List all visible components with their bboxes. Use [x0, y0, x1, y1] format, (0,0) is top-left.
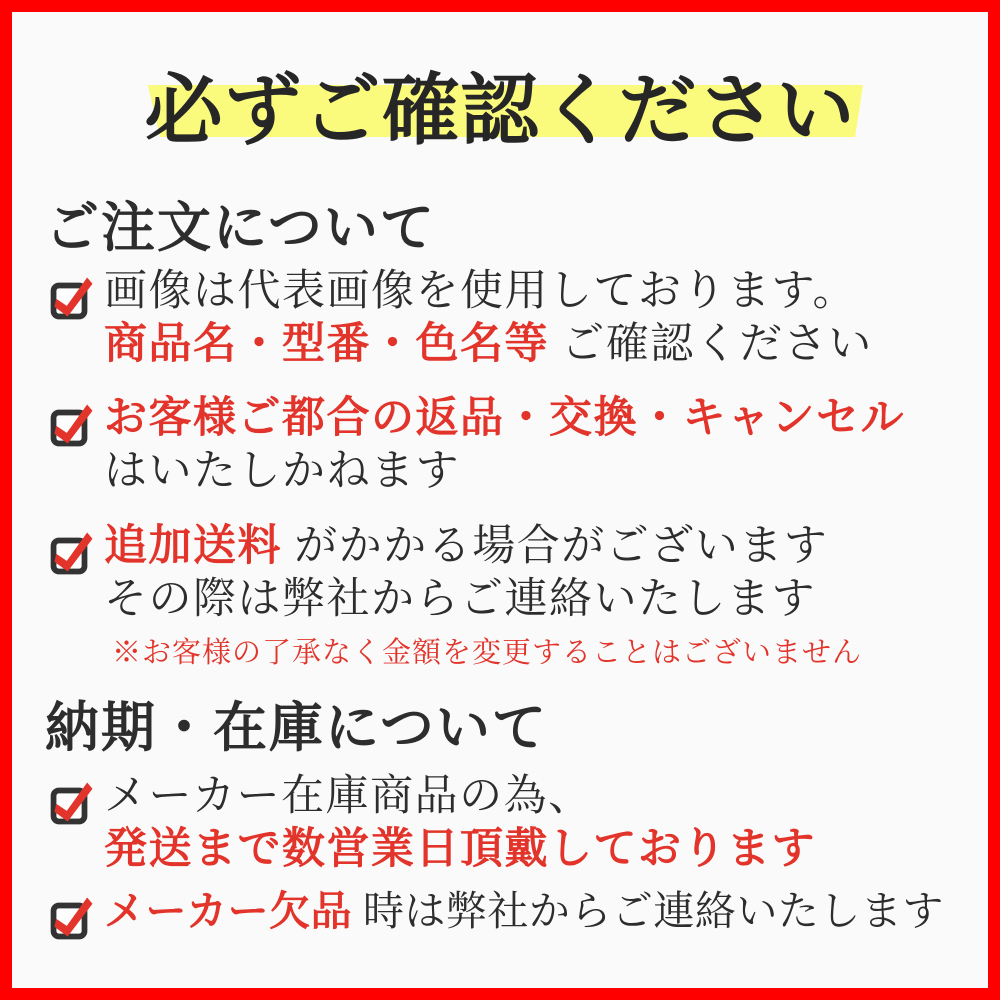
item-text: [104, 265, 873, 371]
item-text-segment: メーカー在庫商品の為、: [104, 773, 593, 820]
item-text-segment: 追加送料: [104, 523, 282, 570]
page-title: 必ずご確認ください: [144, 67, 856, 154]
item-text: [104, 520, 862, 672]
item-text: [104, 885, 944, 938]
item-text: [104, 392, 905, 498]
checkbox-checked-icon: [50, 400, 96, 448]
checkbox-checked-icon: [50, 893, 96, 941]
item-text-segment: 時は弊社からご連絡いたします: [362, 888, 944, 934]
item-line: [104, 885, 944, 938]
list-item: [50, 885, 944, 941]
section-heading-delivery-stock: 納期・在庫について: [45, 698, 548, 758]
item-text-segment: がかかる場合がございます: [294, 523, 829, 570]
item-text: [104, 770, 816, 876]
item-line: [104, 265, 873, 318]
checkbox-checked-icon: [50, 273, 96, 321]
item-text-segment: お客様ご都合の返品・交換・キャンセル: [104, 395, 905, 442]
item-line: [104, 573, 862, 626]
list-item: [50, 392, 905, 498]
item-line: [104, 318, 873, 371]
item-text-segment: ご確認ください: [561, 321, 873, 368]
item-line: [104, 770, 816, 823]
item-text-segment: 画像は代表画像を使用しております。: [104, 268, 858, 315]
item-line: [104, 445, 905, 498]
checkbox-checked-icon: [50, 778, 96, 826]
item-text-segment: はいたしかねます: [104, 448, 460, 495]
item-text-segment: 発送まで数営業日頂戴しております: [104, 826, 816, 873]
checkbox-checked-icon: [50, 528, 96, 576]
list-item: [50, 265, 873, 371]
list-item: [50, 770, 816, 876]
item-text-segment: 商品名・型番・色名等: [104, 321, 549, 368]
list-item: [50, 520, 862, 672]
item-note: ※お客様の了承なく金額を変更することはございません: [112, 637, 863, 669]
item-line: [104, 392, 905, 445]
item-line: [104, 520, 862, 573]
item-text-segment: その際は弊社からご連絡いたします: [104, 576, 816, 623]
section-heading-orders: ご注文について: [45, 198, 436, 258]
item-text-segment: メーカー欠品: [104, 888, 353, 934]
item-line: [104, 823, 816, 876]
